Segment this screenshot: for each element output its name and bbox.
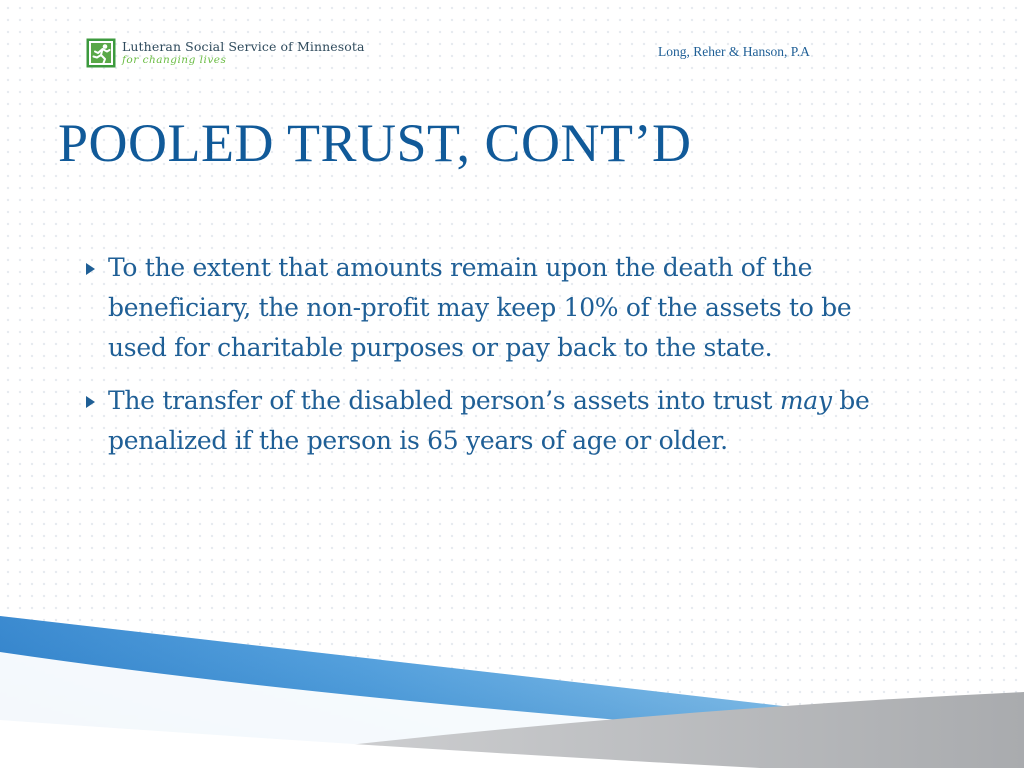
running-figure-logo-icon (86, 38, 116, 68)
triangle-right-icon (86, 396, 95, 408)
bullet-list (86, 248, 886, 474)
slide-title: POOLED TRUST, CONT’D (58, 113, 692, 173)
triangle-right-icon (86, 263, 95, 275)
logo-text (122, 39, 365, 66)
logo-organization-name: Lutheran Social Service of Minnesota (122, 39, 365, 54)
bullet-text-end: be penalized if the person is 65 years of age or older. (108, 386, 870, 455)
organization-logo (86, 38, 365, 72)
logo-tagline: for changing lives (122, 54, 227, 66)
bullet-text (108, 381, 873, 461)
emphasized-word: may (779, 386, 832, 415)
bullet-text-start: The transfer of the disabled person’s assets into trust (108, 386, 780, 415)
bullet-text: To the extent that amounts remain upon the death of the beneficiary, the non-profit may keep 10% of the assets to be used for charitable purposes or pay back to the state. (108, 253, 852, 362)
firm-name: Long, Reher & Hanson, P.A (658, 44, 810, 59)
decorative-wave (0, 600, 1024, 768)
bullet-item (86, 248, 886, 368)
bullet-item (86, 381, 886, 461)
